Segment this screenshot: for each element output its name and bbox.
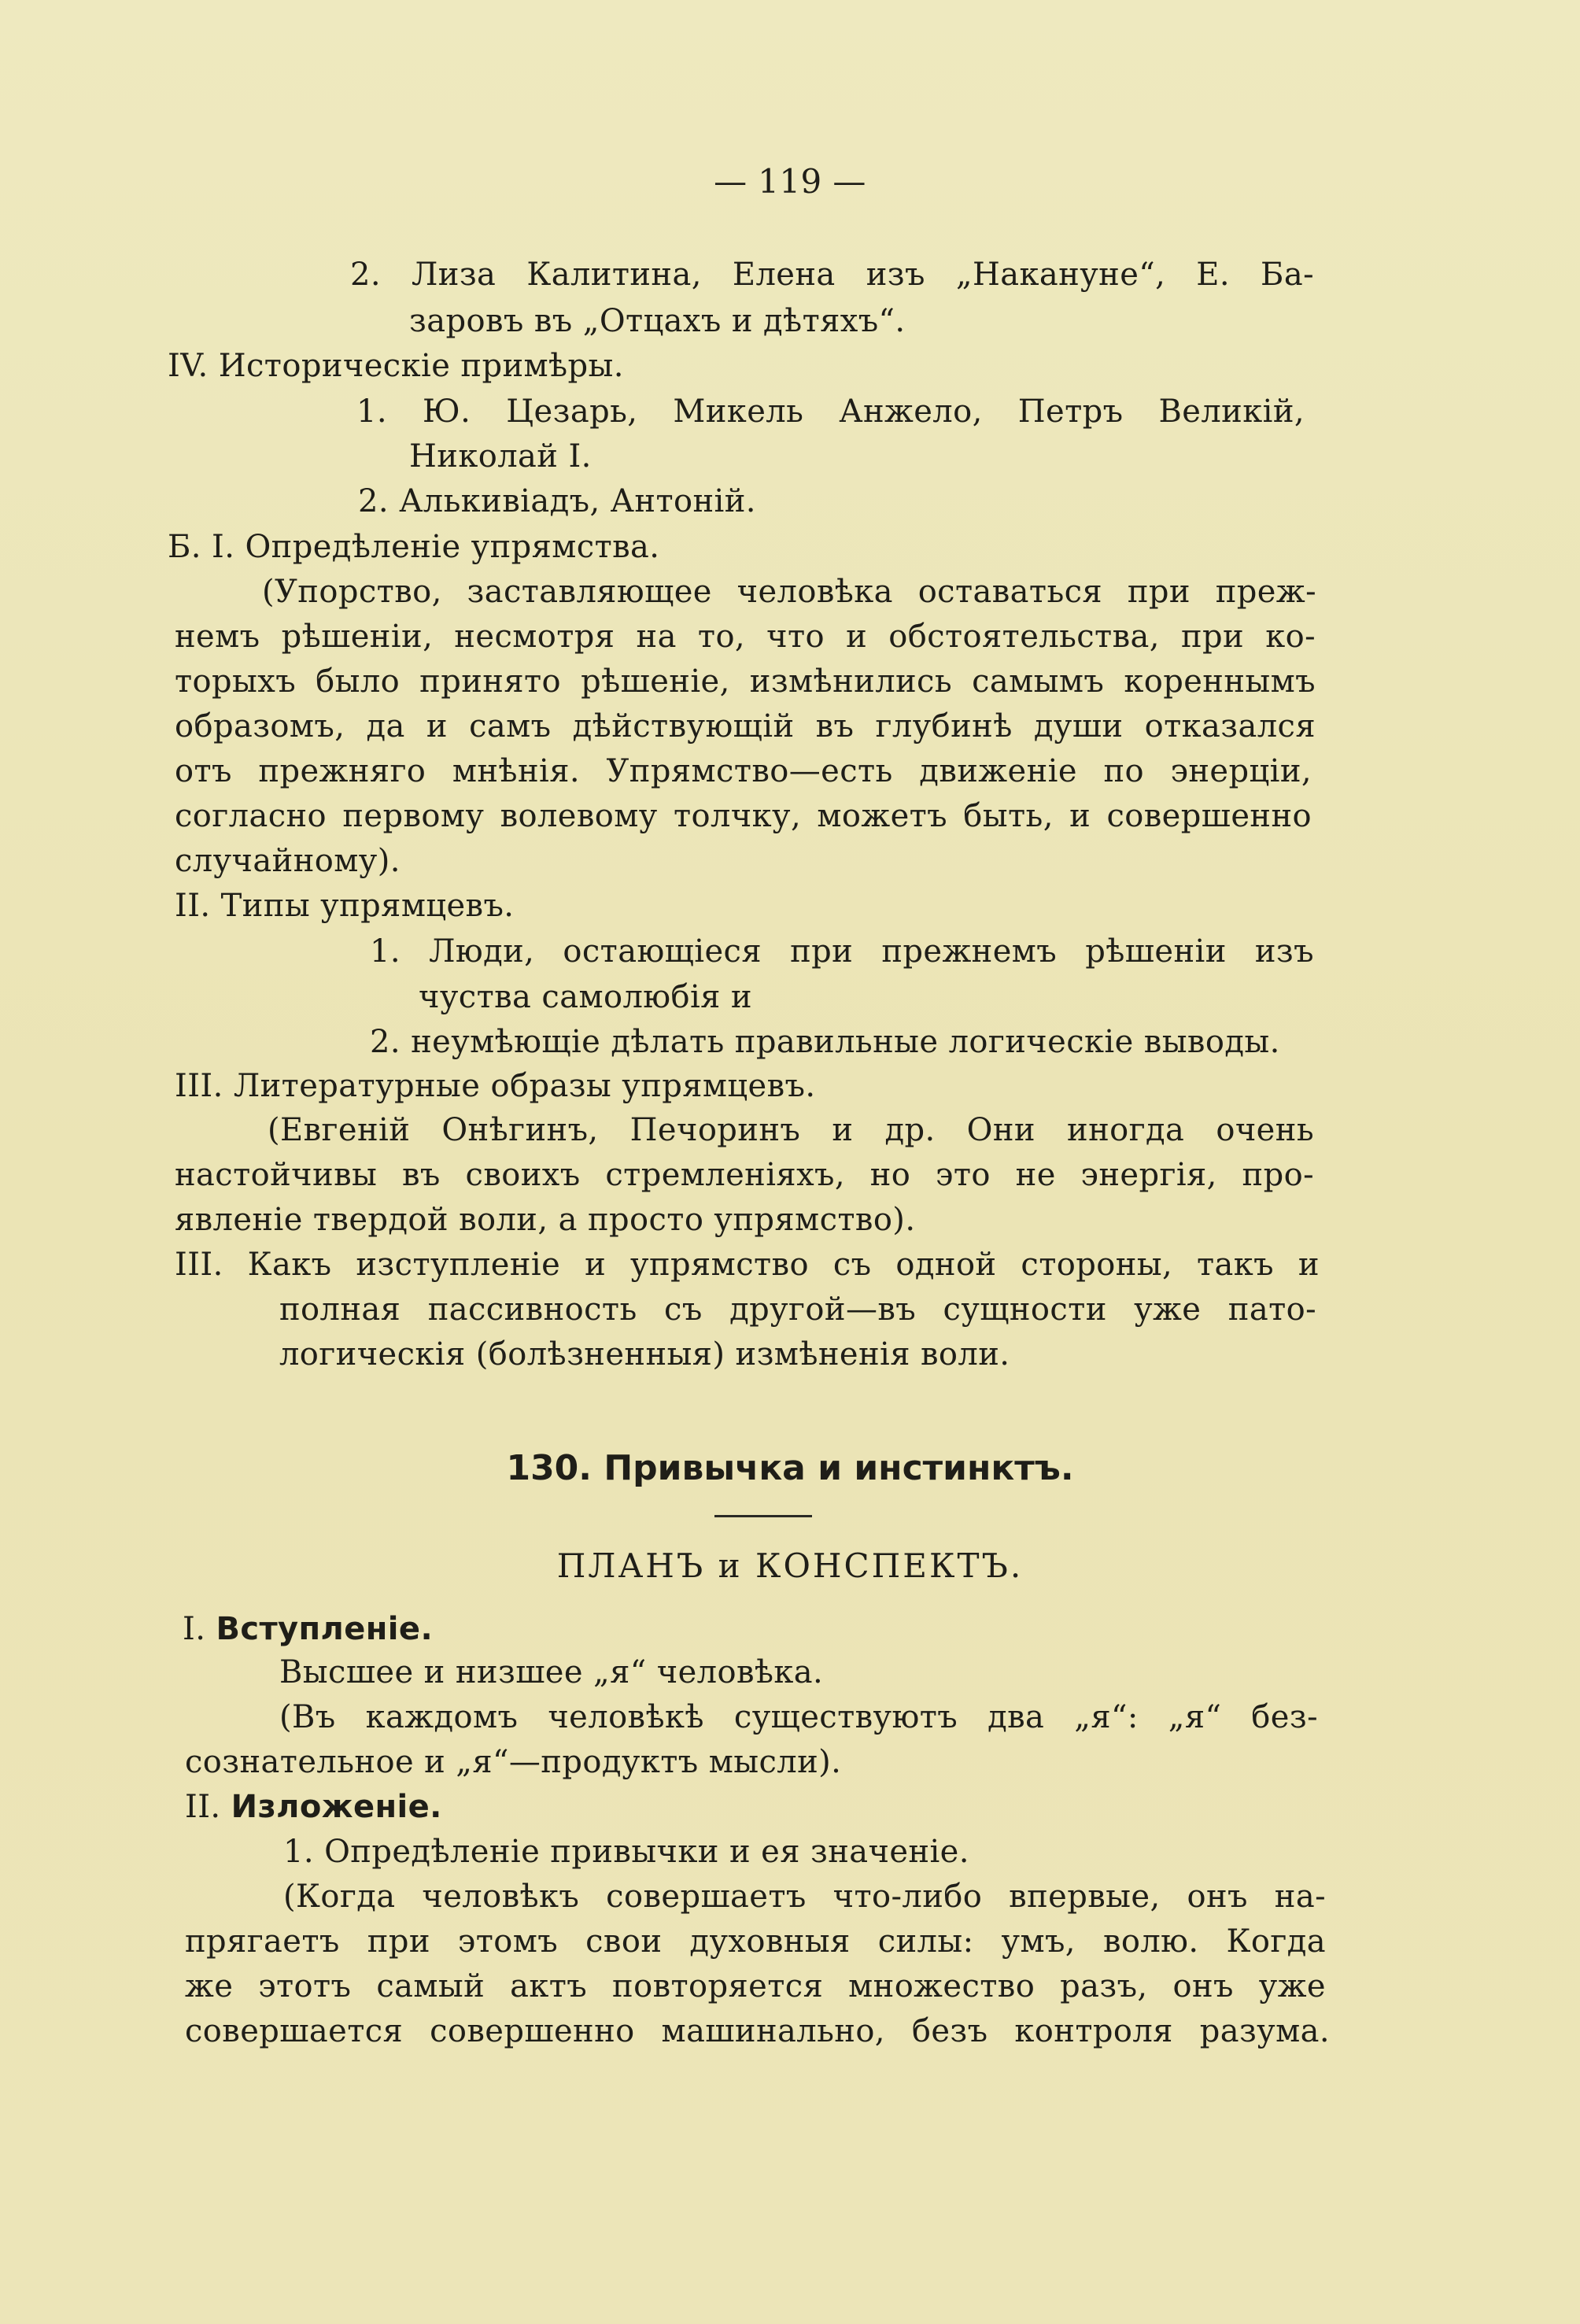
text-line: Николай I. [409,438,592,475]
text-line: заровъ въ „Отцахъ и дѣтяхъ“. [409,303,906,339]
text-line: настойчивы въ своихъ стремленіяхъ, но это не энергія, про- [175,1157,1314,1193]
text-line: случайному). [175,843,401,879]
text-line: 2. неумѣющіе дѣлать правильные логическіе выводы. [370,1024,1280,1060]
part-title: Изложеніе. [231,1789,442,1825]
text-line: торыхъ было принято рѣшеніе, измѣнились самымъ кореннымъ [175,663,1316,700]
text-line: же этотъ самый актъ повторяется множество разъ, онъ уже [185,1968,1326,2004]
text-line: 2. Алькивіадъ, Антоній. [358,483,756,519]
page-number: — 119 — [714,162,866,201]
text-line: сознательное и „я“—продуктъ мысли). [185,1744,842,1780]
text-line: II. Типы упрямцевъ. [175,888,515,924]
part-heading [183,1609,433,1650]
text-line: образомъ, да и самъ дѣйствующій въ глубинѣ души отказался [175,708,1316,744]
part-label: I. [183,1611,206,1647]
text-line: Высшее и низшее „я“ человѣка. [279,1654,824,1690]
text-line: (Упорство, заставляющее человѣка оставаться при преж- [262,574,1316,610]
part-title: Вступленіе. [216,1611,434,1647]
text-line: 2. Лиза Калитина, Елена изъ „Накануне“, Е. Ба- [350,257,1314,293]
text-line: логическія (болѣзненныя) измѣненія воли. [279,1336,1010,1373]
text-line: (Евгеній Онѣгинъ, Печоринъ и др. Они иногда очень [268,1112,1314,1148]
part-label: II. [185,1789,221,1825]
section-heading: 130. Привычка и инстинктъ. [506,1448,1074,1488]
text-line: (Когда человѣкъ совершаетъ что-либо впервые, онъ на- [283,1879,1326,1915]
text-line: совершается совершенно машинально, безъ контроля разума. [185,2013,1330,2049]
text-line: полная пассивность съ другой—въ сущности уже пато- [279,1291,1316,1328]
part-heading [185,1786,442,1827]
section-subheading: ПЛАНЪ и КОНСПЕКТЪ. [556,1546,1024,1585]
text-line: отъ прежняго мнѣнія. Упрямство—есть движеніе по энерціи, [175,753,1312,789]
text-line: согласно первому волевому толчку, можетъ быть, и совершенно [175,798,1312,834]
text-line: немъ рѣшеніи, несмотря на то, что и обстоятельства, при ко- [175,619,1316,655]
text-line: (Въ каждомъ человѣкѣ существуютъ два „я“: „я“ без- [279,1699,1318,1735]
text-line: 1. Ю. Цезарь, Микель Анжело, Петръ Великій, [356,393,1305,430]
text-line: явленіе твердой воли, а просто упрямство). [175,1202,916,1238]
heading-divider [714,1515,812,1517]
text-line: Б. I. Опредѣленіе упрямства. [168,529,660,565]
text-line: III. Какъ изступленіе и упрямство съ одной стороны, такъ и [175,1247,1320,1283]
text-line: 1. Люди, остающіеся при прежнемъ рѣшеніи изъ [370,933,1314,970]
text-line: 1. Опредѣленіе привычки и ея значеніе. [283,1834,969,1870]
text-line: III. Литературные образы упрямцевъ. [175,1068,816,1104]
text-line: чуства самолюбія и [419,979,752,1015]
text-line: прягаетъ при этомъ свои духовныя силы: умъ, волю. Когда [185,1923,1326,1960]
text-line: IV. Историческіе примѣры. [168,348,624,384]
